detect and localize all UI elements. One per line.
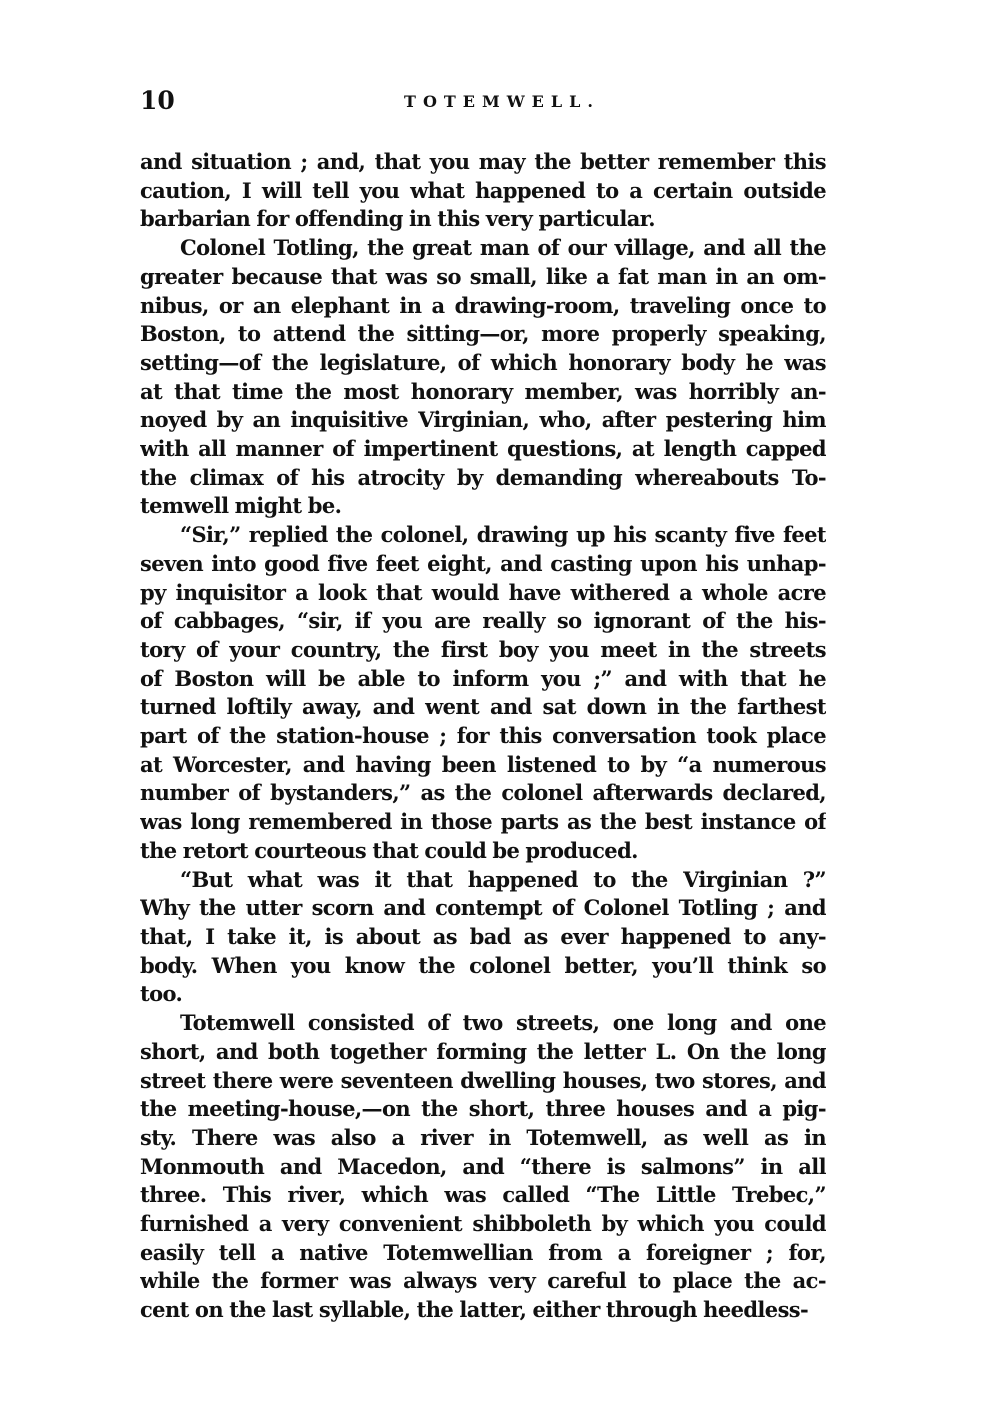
text-line: tory of your country, the first boy you meet in the streets — [140, 636, 826, 662]
text-line: setting—of the legislature, of which honorary body he was — [140, 349, 826, 375]
text-line: Monmouth and Macedon, and “there is salmons” in all — [140, 1153, 826, 1179]
text-line: greater because that was so small, like a fat man in an om- — [140, 263, 826, 289]
text-line: noyed by an inquisitive Virginian, who, after pestering him — [140, 407, 826, 433]
text-line: the retort courteous that could be produced. — [140, 837, 638, 863]
text-line: Totemwell consisted of two streets, one long and one — [180, 1010, 826, 1036]
text-line: the climax of his atrocity by demanding whereabouts To- — [140, 464, 826, 490]
text-line: body. When you know the colonel better, you’ll think so — [140, 952, 826, 978]
text-line: was long remembered in those parts as the best instance of — [140, 809, 826, 835]
paragraph — [140, 234, 826, 521]
running-head: TOTEMWELL. — [404, 92, 600, 111]
text-line: barbarian for offending in this very particular. — [140, 206, 656, 232]
text-line: caution, I will tell you what happened to a certain outside — [140, 177, 826, 203]
text-line: cent on the last syllable, the latter, either through heedless- — [140, 1297, 809, 1323]
text-line: number of bystanders,” as the colonel afterwards declared, — [140, 780, 826, 806]
text-line: street there were seventeen dwelling houses, two stores, and — [140, 1067, 826, 1093]
text-line: short, and both together forming the letter L. On the long — [140, 1038, 826, 1064]
text-line: Boston, to attend the sitting—or, more properly speaking, — [140, 321, 826, 347]
text-line: part of the station-house ; for this conversation took place — [140, 723, 826, 749]
text-line: “But what was it that happened to the Virginian ?” — [180, 866, 826, 892]
text-line: seven into good five feet eight, and casting upon his unhap- — [140, 550, 826, 576]
text-line: furnished a very convenient shibboleth by which you could — [140, 1211, 826, 1237]
text-line: at Worcester, and having been listened to by “a numerous — [140, 751, 826, 777]
text-line: temwell might be. — [140, 493, 342, 519]
paragraph — [140, 148, 826, 234]
text-line: of cabbages, “sir, if you are really so ignorant of the his- — [140, 608, 826, 634]
text-line: turned loftily away, and went and sat down in the farthest — [140, 694, 826, 720]
text-line: easily tell a native Totemwellian from a foreigner ; for, — [140, 1239, 826, 1265]
text-line: that, I take it, is about as bad as ever happened to any- — [140, 923, 826, 949]
text-line: sty. There was also a river in Totemwell, as well as in — [140, 1124, 826, 1150]
text-line: three. This river, which was called “The Little Trebec,” — [140, 1182, 826, 1208]
paragraph — [140, 1009, 826, 1325]
text-line: and situation ; and, that you may the better remember this — [140, 149, 826, 174]
paragraph — [140, 866, 826, 1010]
text-line: too. — [140, 981, 183, 1007]
page-number: 10 — [140, 86, 175, 115]
text-line: while the former was always very careful to place the ac- — [140, 1268, 826, 1294]
text-line: nibus, or an elephant in a drawing-room, traveling once to — [140, 292, 826, 318]
text-line: Colonel Totling, the great man of our village, and all the — [180, 235, 826, 261]
text-line: with all manner of impertinent questions, at length capped — [140, 436, 826, 462]
body-text — [140, 148, 826, 1325]
text-line: the meeting-house,—on the short, three houses and a pig- — [140, 1096, 826, 1122]
paragraph — [140, 521, 826, 865]
text-line: “Sir,” replied the colonel, drawing up his scanty five feet — [180, 522, 826, 548]
text-line: py inquisitor a look that would have withered a whole acre — [140, 579, 826, 605]
text-line: at that time the most honorary member, was horribly an- — [140, 378, 826, 404]
text-line: of Boston will be able to inform you ;” and with that he — [140, 665, 826, 691]
text-line: Why the utter scorn and contempt of Colonel Totling ; and — [140, 895, 826, 921]
page-header — [140, 86, 826, 116]
